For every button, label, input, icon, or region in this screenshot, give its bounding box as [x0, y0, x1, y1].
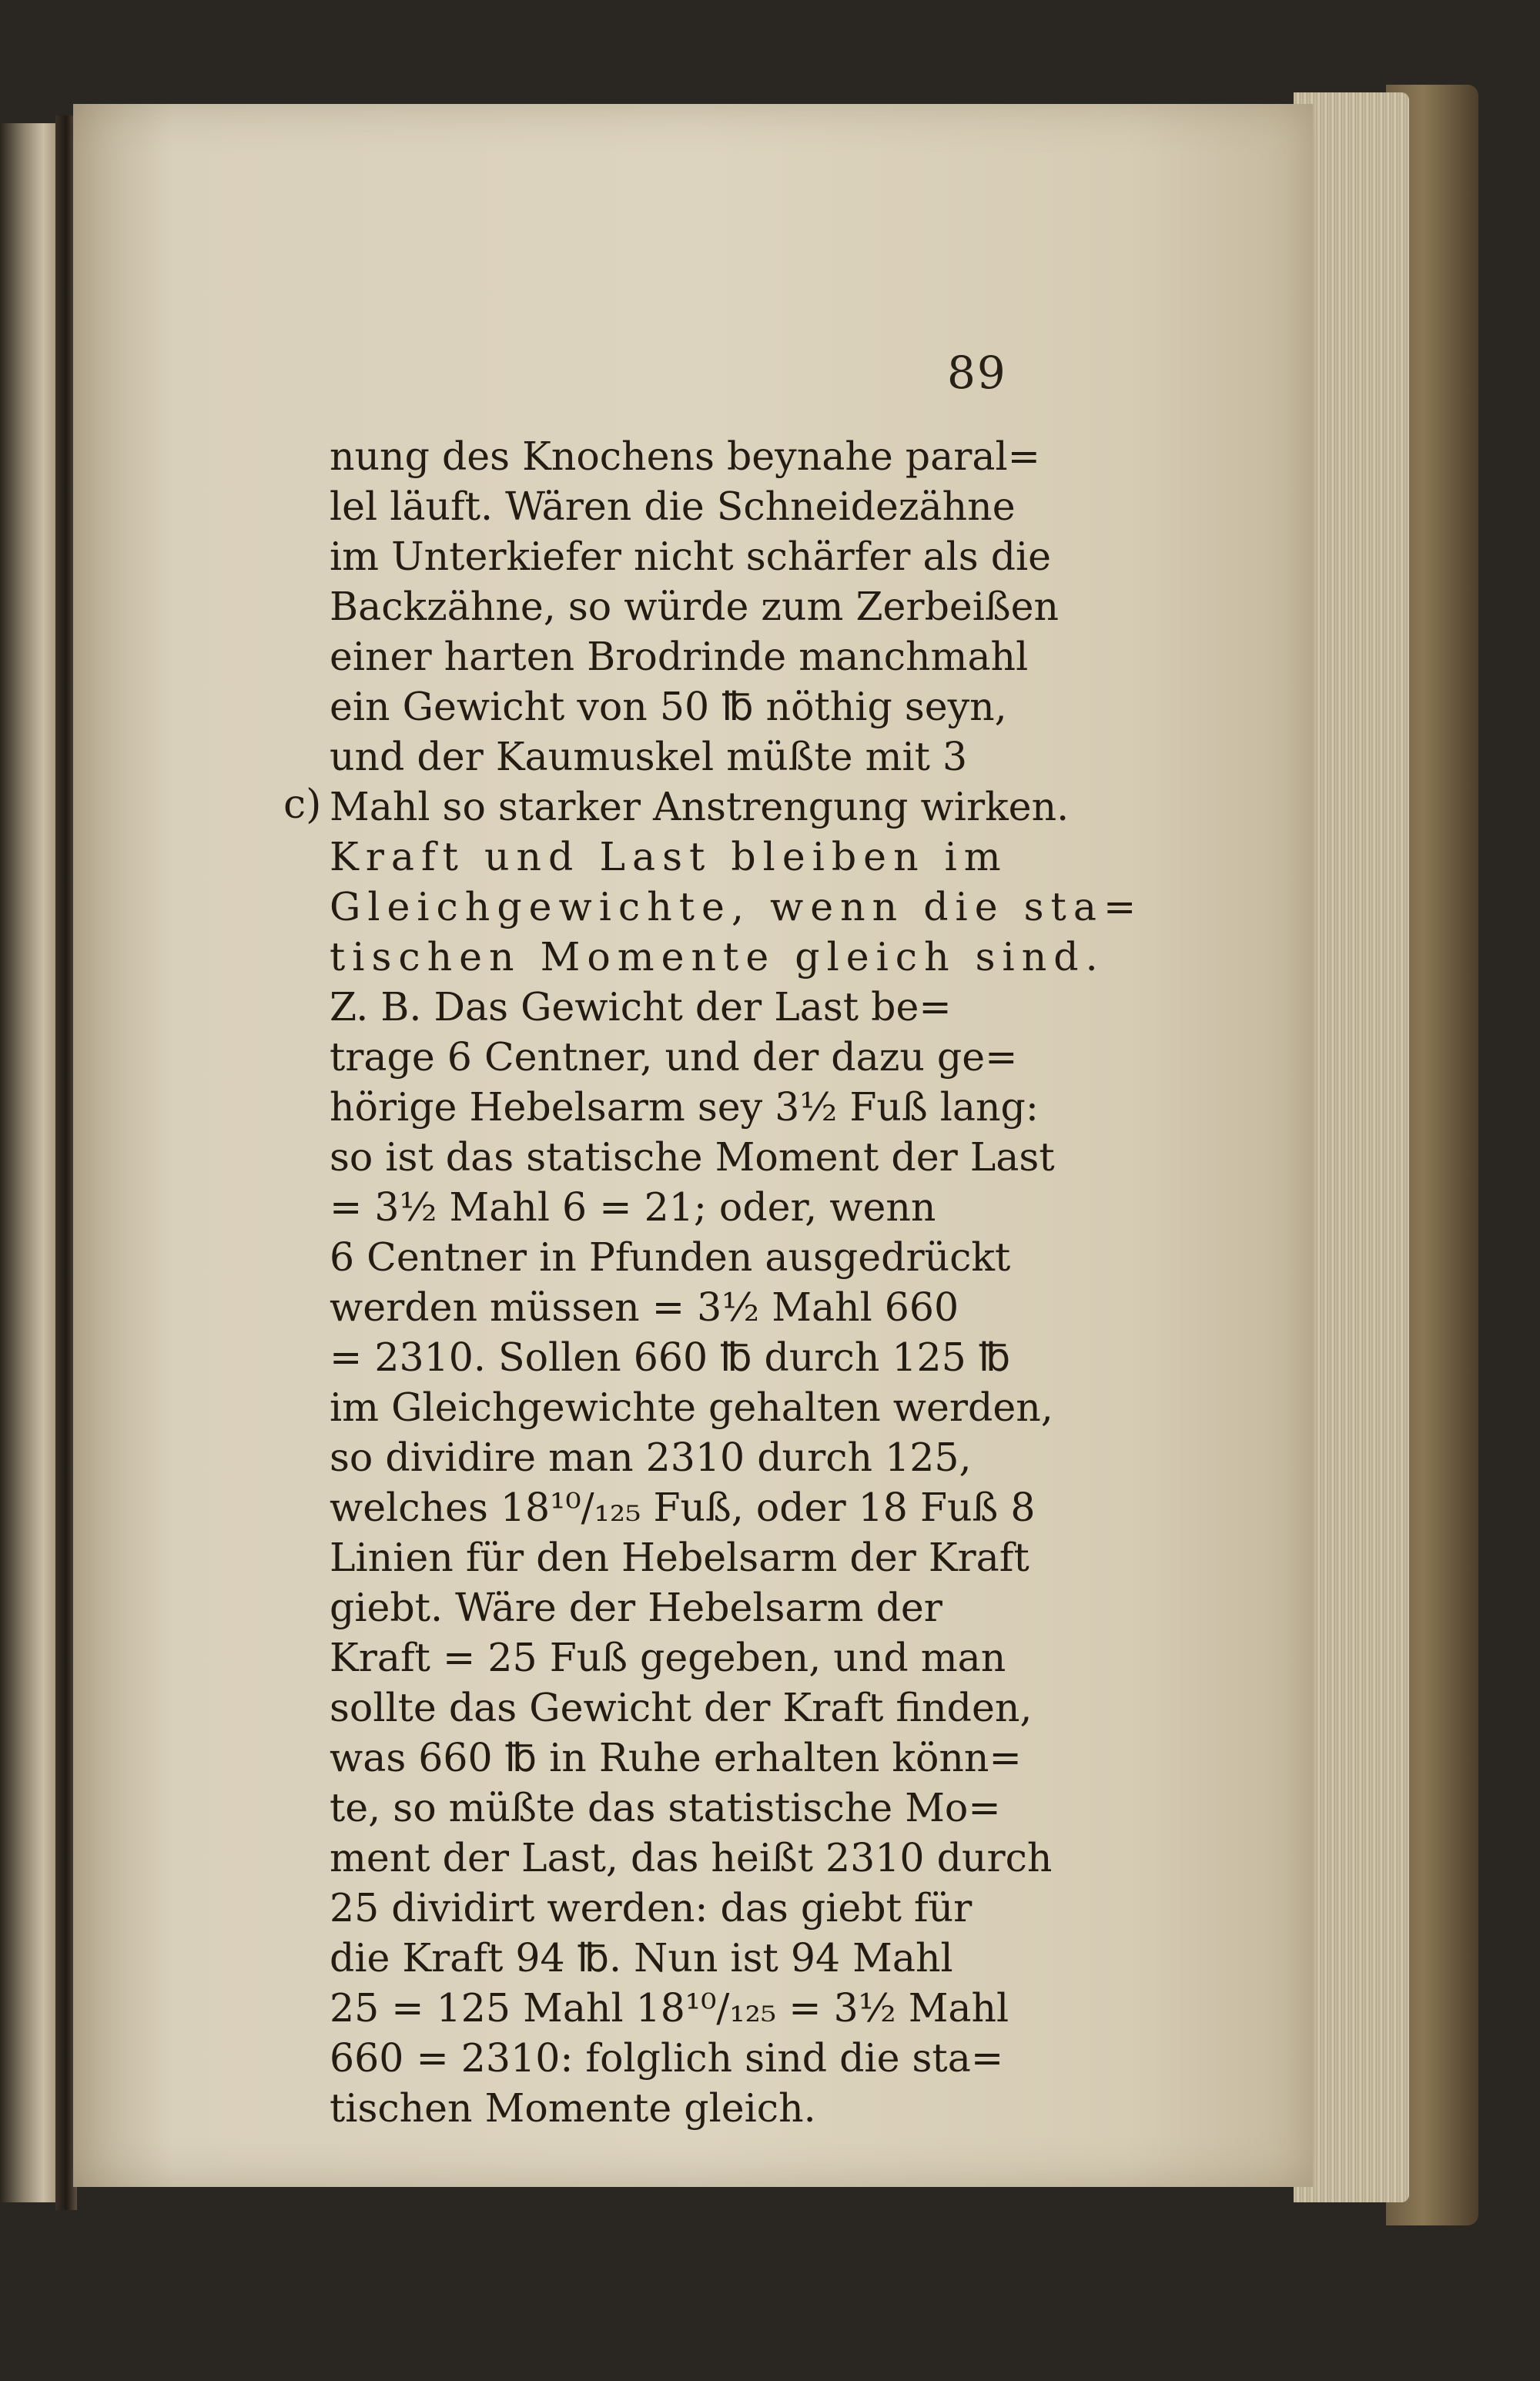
text-line: im Unterkiefer nicht schärfer als die: [330, 534, 1052, 579]
text-line: Kraft = 25 Fuß gegeben, und man: [330, 1635, 1006, 1680]
text-line: Gleichgewichte, wenn die sta=: [330, 884, 1143, 929]
text-line: 6 Centner in Pfunden ausgedrückt: [330, 1234, 1011, 1280]
text-line: und der Kaumuskel müßte mit 3: [330, 734, 968, 779]
text-line: ein Gewicht von 50 ℔ nöthig seyn,: [330, 684, 1007, 729]
text-line: Linien für den Hebelsarm der Kraft: [330, 1535, 1029, 1580]
text-line: trage 6 Centner, und der dazu ge=: [330, 1034, 1018, 1080]
text-line: Backzähne, so würde zum Zerbeißen: [330, 584, 1060, 629]
text-line: Kraft und Last bleiben im: [330, 834, 1008, 879]
text-line: die Kraft 94 ℔. Nun ist 94 Mahl: [330, 1935, 953, 1981]
text-line: nung des Knochens beynahe paral=: [330, 434, 1040, 479]
text-line: = 2310. Sollen 660 ℔ durch 125 ℔: [330, 1334, 1011, 1380]
body-text: [330, 431, 1143, 2133]
text-line: Mahl so starker Anstrengung wirken.: [330, 784, 1070, 829]
text-line: werden müssen = 3½ Mahl 660: [330, 1284, 959, 1330]
text-line: 25 dividirt werden: das giebt für: [330, 1885, 973, 1931]
text-line: einer harten Brodrinde manchmahl: [330, 634, 1029, 679]
text-line: Z. B. Das Gewicht der Last be=: [330, 984, 952, 1030]
text-line: was 660 ℔ in Ruhe erhalten könn=: [330, 1735, 1022, 1780]
left-page-edge: [0, 123, 58, 2202]
text-line: 25 = 125 Mahl 18¹⁰/₁₂₅ = 3½ Mahl: [330, 1985, 1009, 2031]
text-line: welches 18¹⁰/₁₂₅ Fuß, oder 18 Fuß 8: [330, 1485, 1036, 1530]
text-line: ment der Last, das heißt 2310 durch: [330, 1835, 1053, 1880]
text-line: te, so müßte das statistische Mo=: [330, 1785, 1001, 1830]
text-line: giebt. Wäre der Hebelsarm der: [330, 1585, 942, 1630]
text-line: so ist das statische Moment der Last: [330, 1134, 1055, 1180]
text-line: tischen Momente gleich.: [330, 2085, 816, 2131]
text-line: so dividire man 2310 durch 125,: [330, 1435, 972, 1480]
text-line: im Gleichgewichte gehalten werden,: [330, 1385, 1053, 1430]
text-line: = 3½ Mahl 6 = 21; oder, wenn: [330, 1184, 936, 1230]
text-line: tischen Momente gleich sind.: [330, 934, 1105, 980]
text-line: hörige Hebelsarm sey 3½ Fuß lang:: [330, 1084, 1039, 1130]
section-marker: c): [283, 782, 322, 828]
text-line: lel läuft. Wären die Schneidezähne: [330, 484, 1016, 529]
page-number: 89: [947, 347, 1007, 399]
text-line: 660 = 2310: folglich sind die sta=: [330, 2035, 1004, 2081]
text-line: sollte das Gewicht der Kraft finden,: [330, 1685, 1033, 1730]
